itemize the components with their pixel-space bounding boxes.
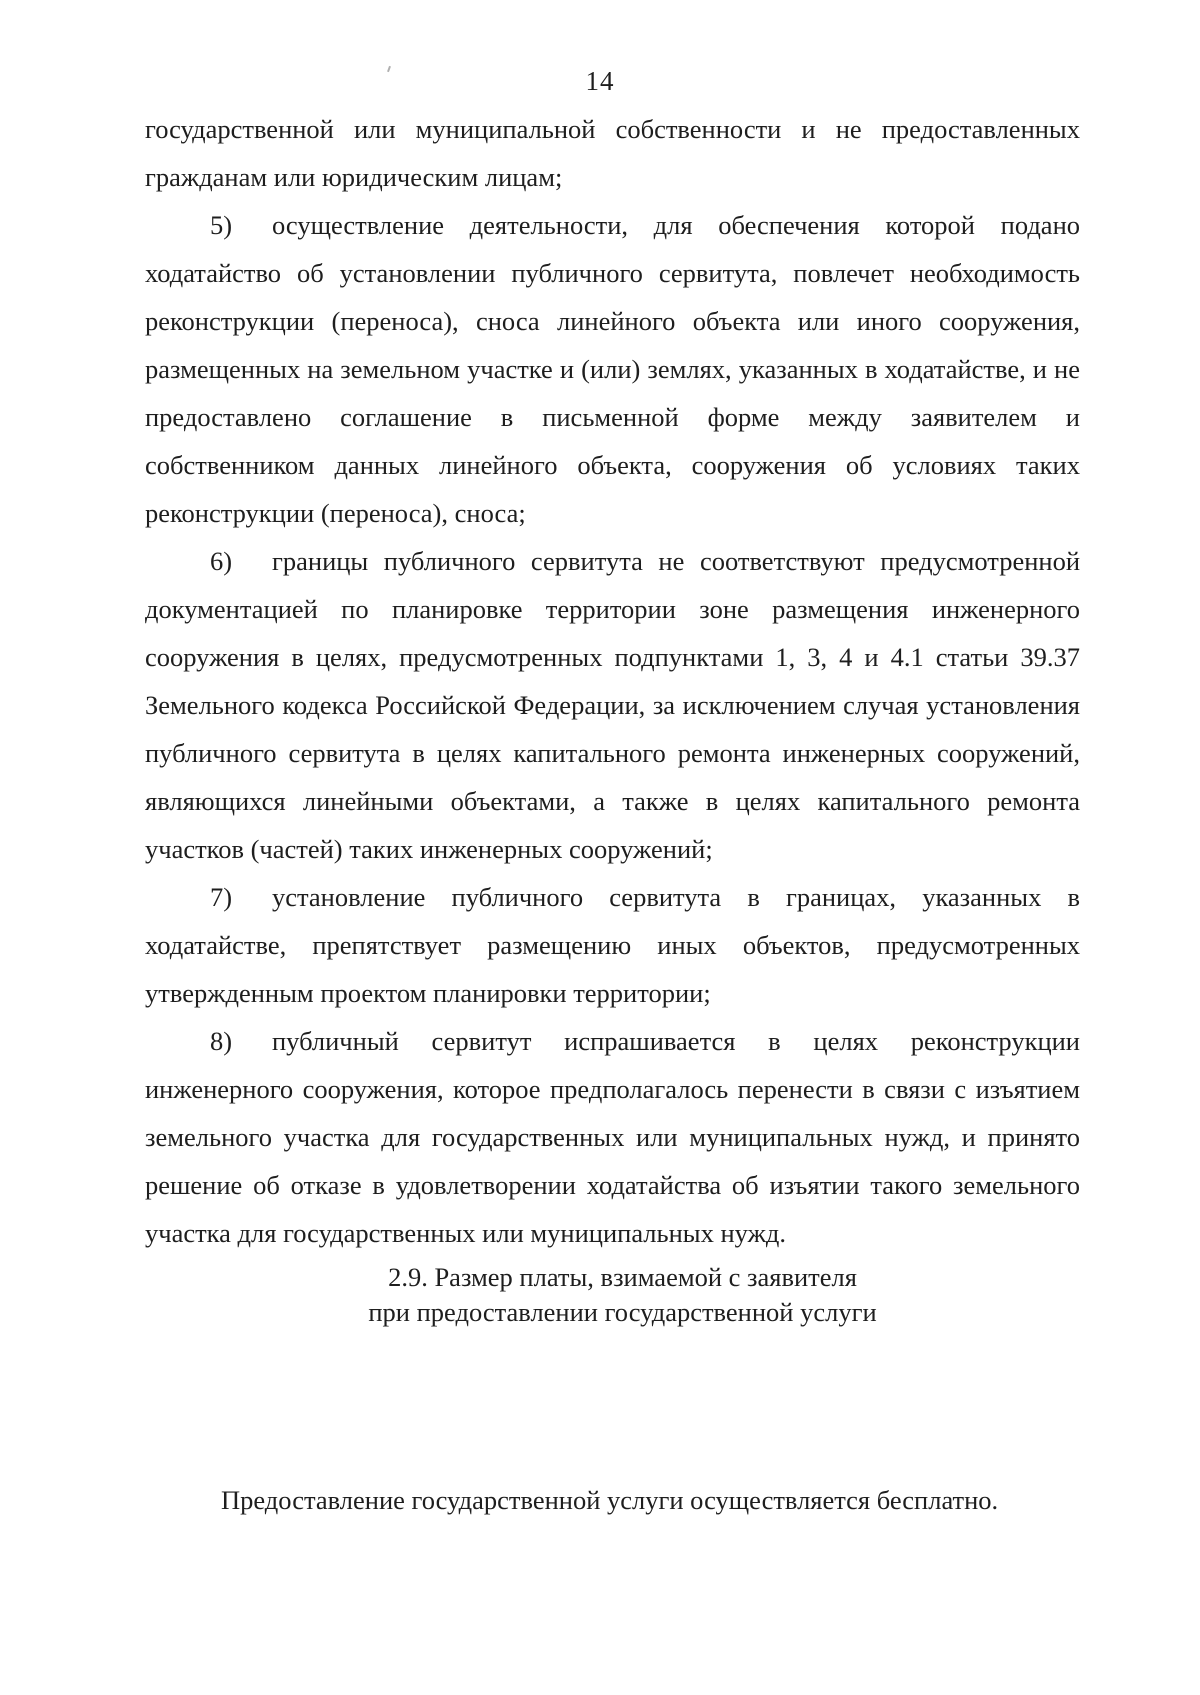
list-item-text: осуществление деятельности, для обеспечения которой подано ходатайство об установлении публичного сервитута, повлечет необходимость реконструкции (переноса), сноса линейного объекта или иного сооружения, размещенных на земельном участке и (или) землях, указанных в ходатайстве, и не предоставлено соглашение в письменной форме между заявителем и собственником данных линейного объекта, сооружения об условиях таких реконструкции (переноса), сноса; — [145, 210, 1080, 528]
list-item-text: границы публичного сервитута не соответствуют предусмотренной документацией по планировке территории зоне размещения инженерного сооружения в целях, предусмотренных подпунктами 1, 3, 4 и 4.1 статьи 39.37 Земельного кодекса Российской Федерации, за исключением случая установления публичного сервитута в целях капитального ремонта инженерных сооружений, являющихся линейными объектами, а также в целях капитального ремонта участков (частей) таких инженерных сооружений; — [145, 546, 1080, 864]
list-item-7 — [145, 873, 1080, 1017]
list-item-number: 6) — [210, 546, 233, 576]
section-heading-line-1: 2.9. Размер платы, взимаемой с заявителя — [388, 1262, 857, 1292]
list-item-number: 5) — [210, 210, 233, 240]
list-item-number: 7) — [210, 882, 233, 912]
list-item-5 — [145, 201, 1080, 537]
list-item-text: установление публичного сервитута в границах, указанных в ходатайстве, препятствует размещению иных объектов, предусмотренных утвержденным проектом планировки территории; — [145, 882, 1080, 1008]
list-item-6 — [145, 537, 1080, 873]
list-item-number: 8) — [210, 1026, 233, 1056]
paragraph-text: государственной или муниципальной собственности и не предоставленных гражданам или юридическим лицам; — [145, 114, 1080, 192]
list-item-text: публичный сервитут испрашивается в целях реконструкции инженерного сооружения, которое предполагалось перенести в связи с изъятием земельного участка для государственных или муниципальных нужд, и принято решение об отказе в удовлетворении ходатайства об изъятии такого земельного участка для государственных или муниципальных нужд. — [145, 1026, 1080, 1248]
section-heading-line-2: при предоставлении государственной услуги — [368, 1297, 877, 1327]
section-body-text: Предоставление государственной услуги осуществляется бесплатно. — [221, 1485, 999, 1515]
section-heading — [145, 1260, 1080, 1330]
list-item-8 — [145, 1017, 1080, 1257]
paragraph-continuation — [145, 105, 1080, 201]
document-body — [145, 105, 1080, 1330]
page-number: 14 — [585, 66, 615, 96]
